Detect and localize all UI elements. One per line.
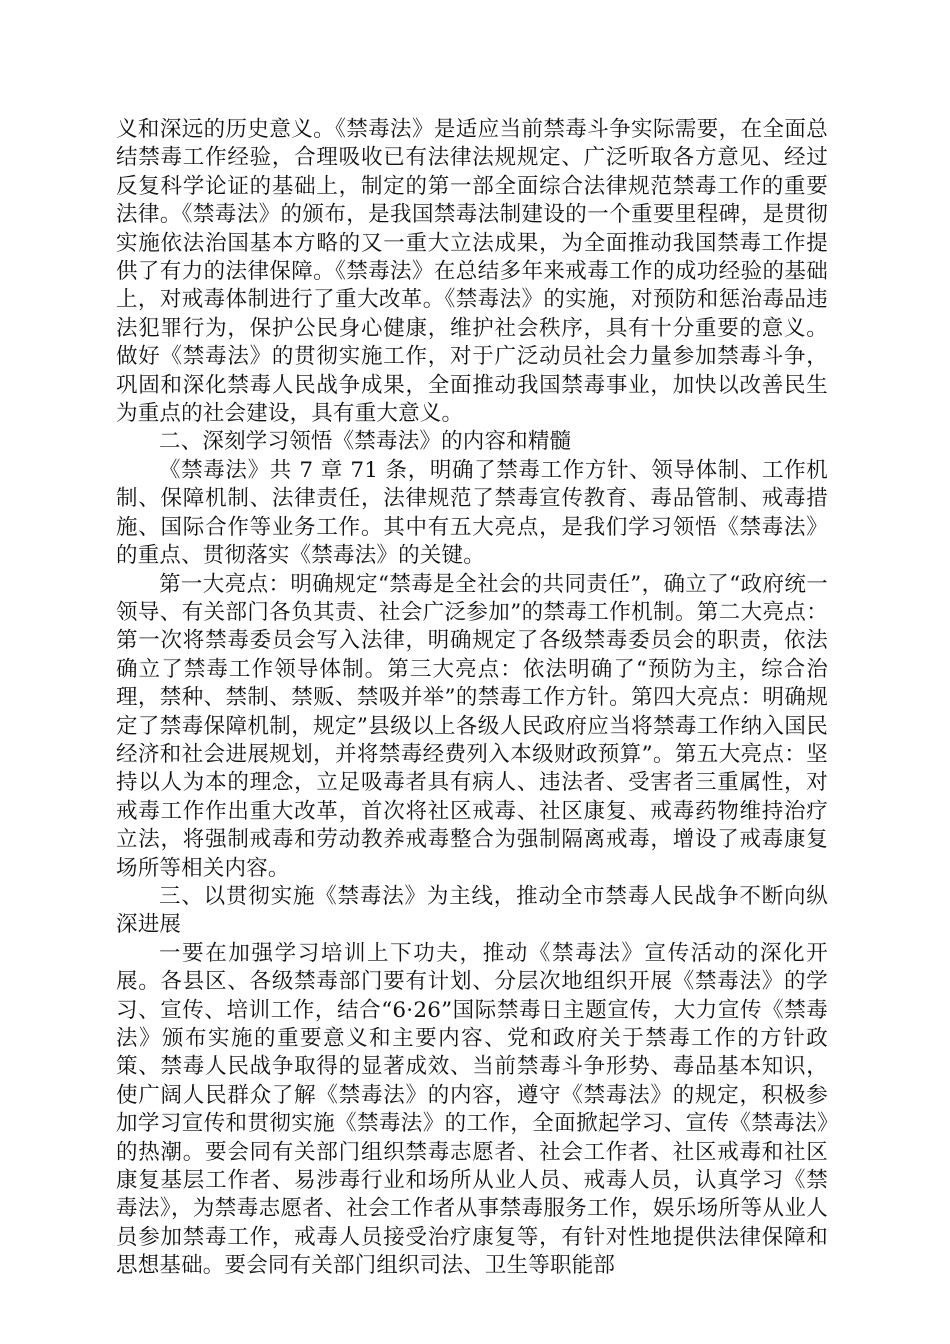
paragraph-continuation: 义和深远的历史意义。《禁毒法》是适应当前禁毒斗争实际需要，在全面总结禁毒工作经验，合理吸收已有法律法规规定、广泛听取各方意见、经过反复科学论证的基础上，制定的第一部全面综合法律规范禁毒工作的重要法律。《禁毒法》的颁布，是我国禁毒法制建设的一个重要里程碑，是贯彻实施依法治国基本方略的又一重大立法成果，为全面推动我国禁毒工作提供了有力的法律保障。《禁毒法》在总结多年来戒毒工作的成功经验的基础上，对戒毒体制进行了重大改革。《禁毒法》的实施，对预防和惩治毒品违法犯罪行为，保护公民身心健康，维护社会秩序，具有十分重要的意义。做好《禁毒法》的贯彻实施工作，对于广泛动员社会力量参加禁毒斗争，巩固和深化禁毒人民战争成果，全面推动我国禁毒事业，加快以改善民生为重点的社会建设，具有重大意义。	[116, 117, 828, 427]
paragraph-training: 一要在加强学习培训上下功夫，推动《禁毒法》宣传活动的深化开展。各县区、各级禁毒部门要有计划、分层次地组织开展《禁毒法》的学习、宣传、培训工作，结合“6·26”国际禁毒日主题宣传，大力宣传《禁毒法》颁布实施的重要意义和主要内容、党和政府关于禁毒工作的方针政策、禁毒人民战争取得的显著成效、当前禁毒斗争形势、毒品基本知识，使广阔人民群众了解《禁毒法》的内容，遵守《禁毒法》的规定，积极参加学习宣传和贯彻实施《禁毒法》的工作，全面掀起学习、宣传《禁毒法》的热潮。要会同有关部门组织禁毒志愿者、社会工作者、社区戒毒和社区康复基层工作者、易涉毒行业和场所从业人员、戒毒人员，认真学习《禁毒法》，为禁毒志愿者、社会工作者从事禁毒服务工作，娱乐场所等从业人员参加禁毒工作，戒毒人员接受治疗康复等，有针对性地提供法律保障和思想基础。要会同有关部门组织司法、卫生等职能部	[116, 940, 828, 1279]
paragraph-highlights: 第一大亮点：明确规定“禁毒是全社会的共同责任”，确立了“政府统一领导、有关部门各负其责、社会广泛参加”的禁毒工作机制。第二大亮点：第一次将禁毒委员会写入法律，明确规定了各级禁毒委员会的职责，依法确立了禁毒工作领导体制。第三大亮点：依法明确了“预防为主，综合治理，禁种、禁制、禁贩、禁吸并举”的禁毒工作方针。第四大亮点：明确规定了禁毒保障机制，规定”县级以上各级人民政府应当将禁毒工作纳入国民经济和社会进展规划，并将禁毒经费列入本级财政预算”。第五大亮点：坚持以人为本的理念，立足吸毒者具有病人、违法者、受害者三重属性，对戒毒工作作出重大改革，首次将社区戒毒、社区康复、戒毒药物维持治疗立法，将强制戒毒和劳动教养戒毒整合为强制隔离戒毒，增设了戒毒康复场所等相关内容。	[116, 571, 828, 881]
paragraph-overview: 《禁毒法》共 7 章 71 条，明确了禁毒工作方针、领导体制、工作机制、保障机制、法律责任，法律规范了禁毒宣传教育、毒品管制、戒毒措施、国际合作等业务工作。其中有五大亮点，是我们学习领悟《禁毒法》的重点、贯彻落实《禁毒法》的关键。	[116, 457, 828, 569]
section-heading-3: 三、以贯彻实施《禁毒法》为主线，推动全市禁毒人民战争不断向纵深进展	[116, 883, 828, 938]
section-heading-2: 二、深刻学习领悟《禁毒法》的内容和精髓	[159, 429, 572, 455]
document-body	[116, 116, 828, 1281]
